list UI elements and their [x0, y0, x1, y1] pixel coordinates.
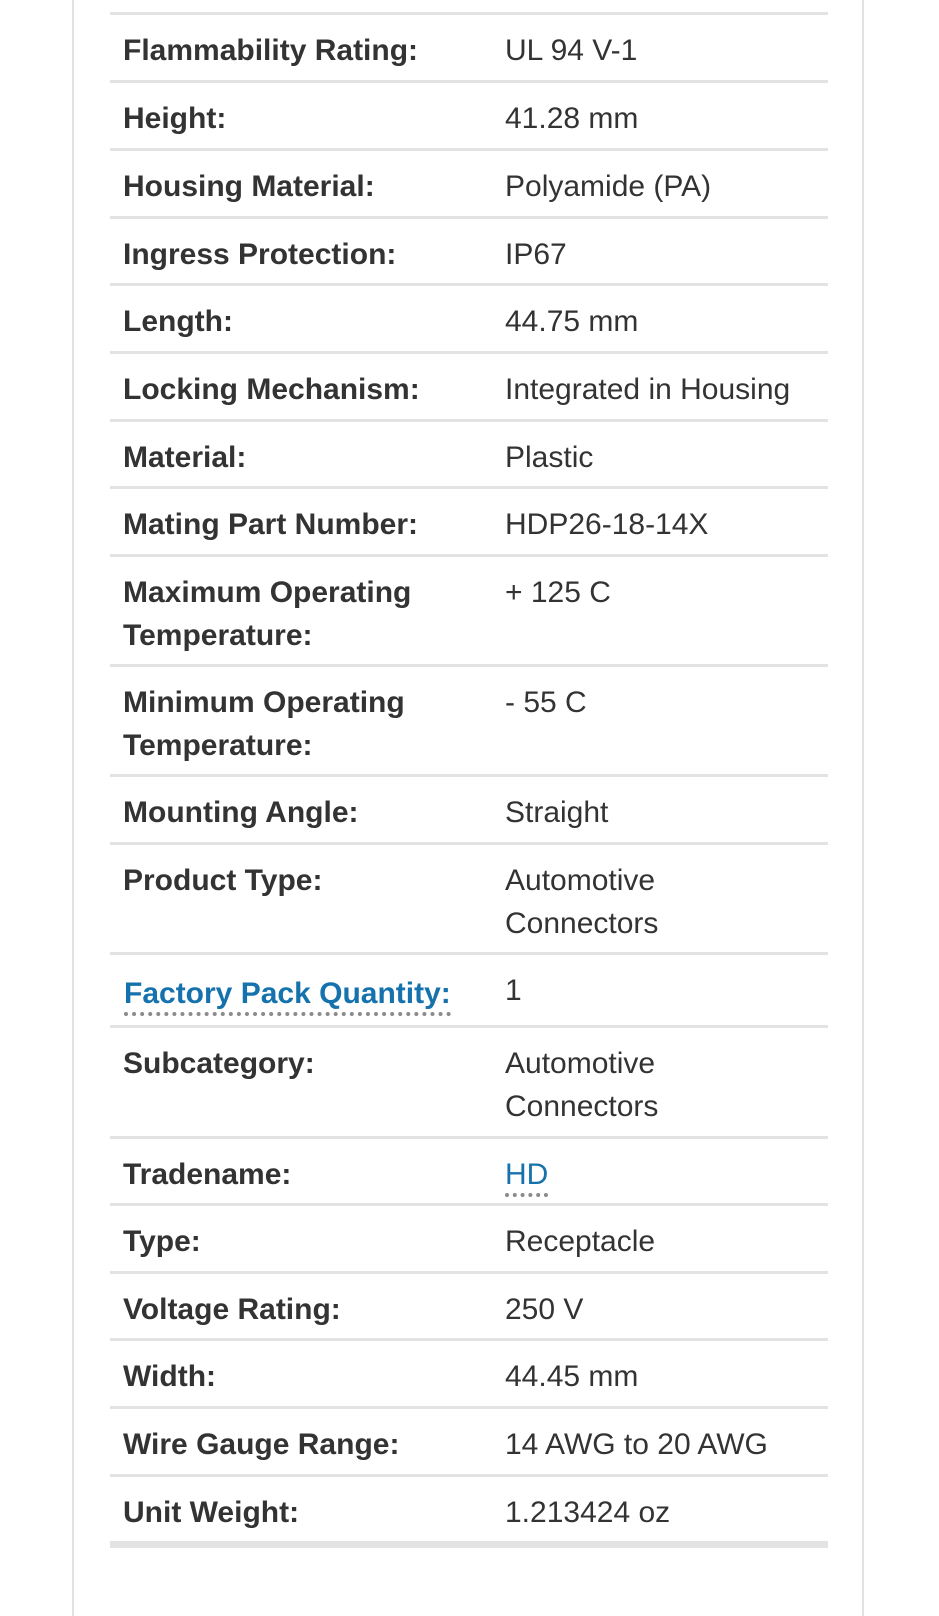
spec-value: 14 AWG to 20 AWG — [505, 1428, 768, 1461]
spec-label: Width: — [123, 1360, 217, 1393]
spec-value: 44.75 mm — [505, 305, 639, 338]
spec-row-mounting-angle — [110, 774, 828, 842]
spec-label: Length: — [123, 305, 233, 338]
spec-label: Height: — [123, 102, 227, 135]
spec-label: Housing Material: — [123, 170, 375, 203]
spec-label: Tradename: — [123, 1158, 292, 1191]
spec-value: Straight — [505, 796, 609, 829]
spec-label: Voltage Rating: — [123, 1293, 341, 1326]
spec-row-locking-mechanism — [110, 351, 828, 419]
spec-row-wire-gauge-range — [110, 1406, 828, 1474]
spec-value: 1 — [505, 974, 522, 1007]
spec-row-housing-material — [110, 148, 828, 216]
spec-value: + 125 C — [505, 576, 611, 609]
spec-label: Unit Weight: — [123, 1496, 300, 1529]
spec-value: Plastic — [505, 441, 594, 474]
spec-row-unit-weight — [110, 1474, 828, 1548]
spec-row-minimum-operating-temperature — [110, 664, 828, 774]
spec-label: Minimum Operating Temperature: — [123, 686, 405, 762]
spec-row-voltage-rating — [110, 1271, 828, 1338]
spec-row-maximum-operating-temperature — [110, 554, 828, 664]
spec-label: Type: — [123, 1225, 201, 1258]
spec-row-factory-pack-quantity — [110, 952, 828, 1025]
spec-value: - 55 C — [505, 686, 587, 719]
tradename-link[interactable]: HD — [505, 1158, 548, 1197]
spec-label: Ingress Protection: — [123, 238, 397, 271]
factory-pack-quantity-link[interactable]: Factory Pack Quantity: — [124, 977, 451, 1016]
spec-row-mating-part-number — [110, 486, 828, 554]
spec-value: UL 94 V-1 — [505, 34, 638, 67]
spec-row-width — [110, 1338, 828, 1406]
spec-label: Wire Gauge Range: — [123, 1428, 400, 1461]
specifications-table — [110, 12, 828, 1548]
spec-label: Material: — [123, 441, 247, 474]
spec-value: 41.28 mm — [505, 102, 639, 135]
spec-row-length — [110, 283, 828, 351]
spec-row-product-type — [110, 842, 828, 952]
spec-value: IP67 — [505, 238, 567, 271]
spec-value: Integrated in Housing — [505, 373, 791, 406]
spec-row-material — [110, 419, 828, 486]
spec-row-tradename — [110, 1136, 828, 1203]
spec-value: 44.45 mm — [505, 1360, 639, 1393]
spec-value: Automotive Connectors — [505, 864, 659, 940]
spec-value: Receptacle — [505, 1225, 656, 1258]
spec-label: Maximum Operating Temperature: — [123, 576, 412, 652]
spec-label: Mating Part Number: — [123, 508, 419, 541]
spec-row-subcategory — [110, 1025, 828, 1136]
spec-label: Mounting Angle: — [123, 796, 359, 829]
spec-row-flammability-rating — [110, 12, 828, 80]
spec-row-type — [110, 1203, 828, 1271]
spec-label: Flammability Rating: — [123, 34, 419, 67]
spec-label-wrapper — [124, 972, 484, 1015]
spec-row-height — [110, 80, 828, 148]
spec-value-wrapper — [505, 1153, 825, 1196]
spec-label: Product Type: — [123, 864, 323, 897]
spec-label: Subcategory: — [123, 1047, 315, 1080]
spec-label: Locking Mechanism: — [123, 373, 420, 406]
spec-value: 250 V — [505, 1293, 584, 1326]
spec-value: HDP26-18-14X — [505, 508, 709, 541]
spec-value: 1.213424 oz — [505, 1496, 671, 1529]
spec-row-ingress-protection — [110, 216, 828, 283]
spec-value: Automotive Connectors — [505, 1047, 659, 1123]
spec-value: Polyamide (PA) — [505, 170, 712, 203]
